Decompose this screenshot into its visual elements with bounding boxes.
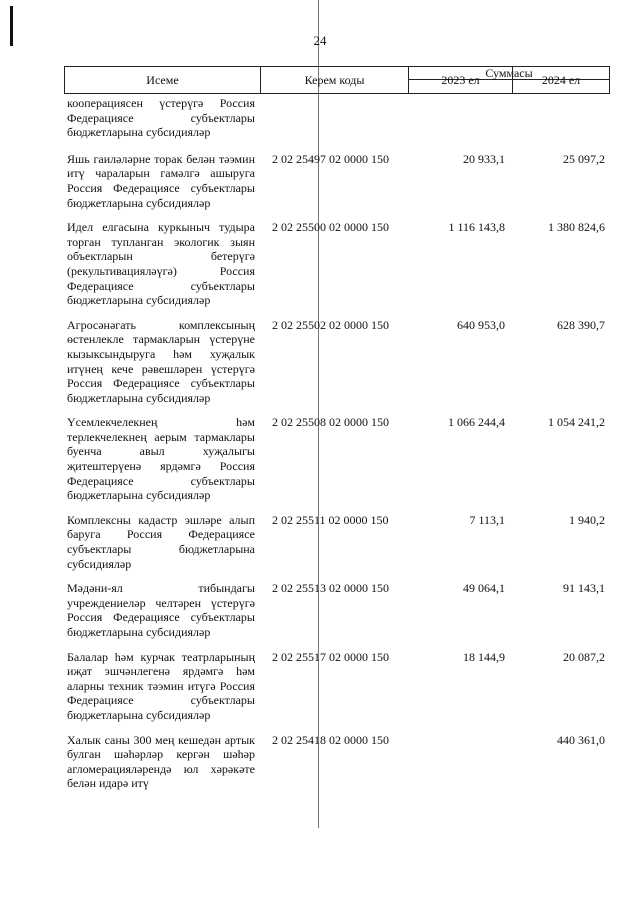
table-row	[67, 415, 607, 503]
row-code: 2 02 25502 02 0000 150	[272, 317, 389, 332]
row-value-2023: 7 113,1	[469, 512, 505, 527]
row-code: 2 02 25418 02 0000 150	[272, 732, 389, 747]
header-code: Керем коды	[261, 67, 409, 93]
table-body	[67, 96, 607, 801]
row-value-2023: 20 933,1	[463, 151, 505, 166]
row-value-2023: 640 953,0	[457, 317, 505, 332]
row-name: Яшь гаиләләрне торак белән тәэмин итү чараларын гамәлгә ашыруга Россия Федерациясе субъектлары бюджетларына субсидияләр	[67, 151, 255, 210]
table-row	[67, 220, 607, 308]
table-row	[67, 318, 607, 406]
header-year-2024: 2024 ел	[541, 72, 581, 87]
row-value-2023: 1 066 244,4	[448, 415, 505, 430]
table-row	[67, 650, 607, 723]
row-value-2024: 1 380 824,6	[548, 220, 605, 235]
row-value-2023: 1 116 143,8	[448, 220, 505, 235]
row-code: 2 02 25500 02 0000 150	[272, 220, 389, 235]
table-row	[67, 513, 607, 571]
header-sums: Суммасы	[409, 67, 609, 80]
row-value-2023: 18 144,9	[463, 649, 505, 664]
row-name: Халык саны 300 мең кешедән артык булган шәһәрләр кергән шәһәр агломерацияләрендә юл хәрәкәте белән идарә итү	[67, 732, 255, 791]
row-value-2024: 91 143,1	[563, 581, 605, 596]
table-row	[67, 96, 607, 140]
row-code: 2 02 25497 02 0000 150	[272, 151, 389, 166]
row-value-2024: 628 390,7	[557, 317, 605, 332]
row-name: Комплексны кадастр эшләре алып баруга Россия Федерациясе субъектлары бюджетларына субсидияләр	[67, 512, 255, 571]
row-name: кооперациясен үстерүгә Россия Федерациясе субъектлары бюджетларына субсидияләр	[67, 96, 255, 140]
header-year-2023: 2023 ел	[409, 67, 513, 93]
row-name: Үсемлекчелекнең һәм терлекчелекнең аерым тармаклары буенча авыл хуҗалыгы җитештерүенә ярдәмгә Россия Федерациясе субъектлары бюджетларына субсидияләр	[67, 415, 255, 503]
table-row	[67, 581, 607, 639]
row-name: Балалар һәм курчак театрларының иҗат эшчәнлегенә ярдәмгә һәм аларны техник тәэмин итүгә Россия Федерациясе субъектлары бюджетларына субсидияләр	[67, 649, 255, 722]
row-code: 2 02 25511 02 0000 150	[272, 512, 389, 527]
row-name: Агросәнәгать комплексының өстенлекле тармакларын үстерүне кызыксындыруга һәм хуҗалык итүнең кече рәвешләрен үстерүгә Россия Федерациясе субъектлары бюджетларына субсидияләр	[67, 317, 255, 405]
row-value-2024: 440 361,0	[557, 732, 605, 747]
row-value-2024: 1 054 241,2	[548, 415, 605, 430]
row-code: 2 02 25517 02 0000 150	[272, 649, 389, 664]
page-number: 24	[313, 33, 327, 48]
row-value-2024: 25 097,2	[563, 151, 605, 166]
row-name: Мәдәни-ял тибындагы учреждениеләр челтәрен үстерүгә Россия Федерациясе субъектлары бюджетларына субсидияләр	[67, 581, 255, 639]
row-value-2024: 20 087,2	[563, 649, 605, 664]
row-code: 2 02 25508 02 0000 150	[272, 415, 389, 430]
table-row	[67, 733, 607, 791]
row-value-2024: 1 940,2	[569, 512, 605, 527]
row-value-2023: 49 064,1	[463, 581, 505, 596]
table-row	[67, 152, 607, 210]
header-name: Исеме	[65, 67, 261, 93]
table-header	[64, 66, 610, 94]
row-name: Идел елгасына куркыныч тудыра торган тупланган экологик зыян объектларын бетерүгә (рекультивацияләүгә) Россия Федерациясе субъектлары бюджетларына субсидияләр	[67, 220, 255, 308]
row-code: 2 02 25513 02 0000 150	[272, 581, 389, 596]
